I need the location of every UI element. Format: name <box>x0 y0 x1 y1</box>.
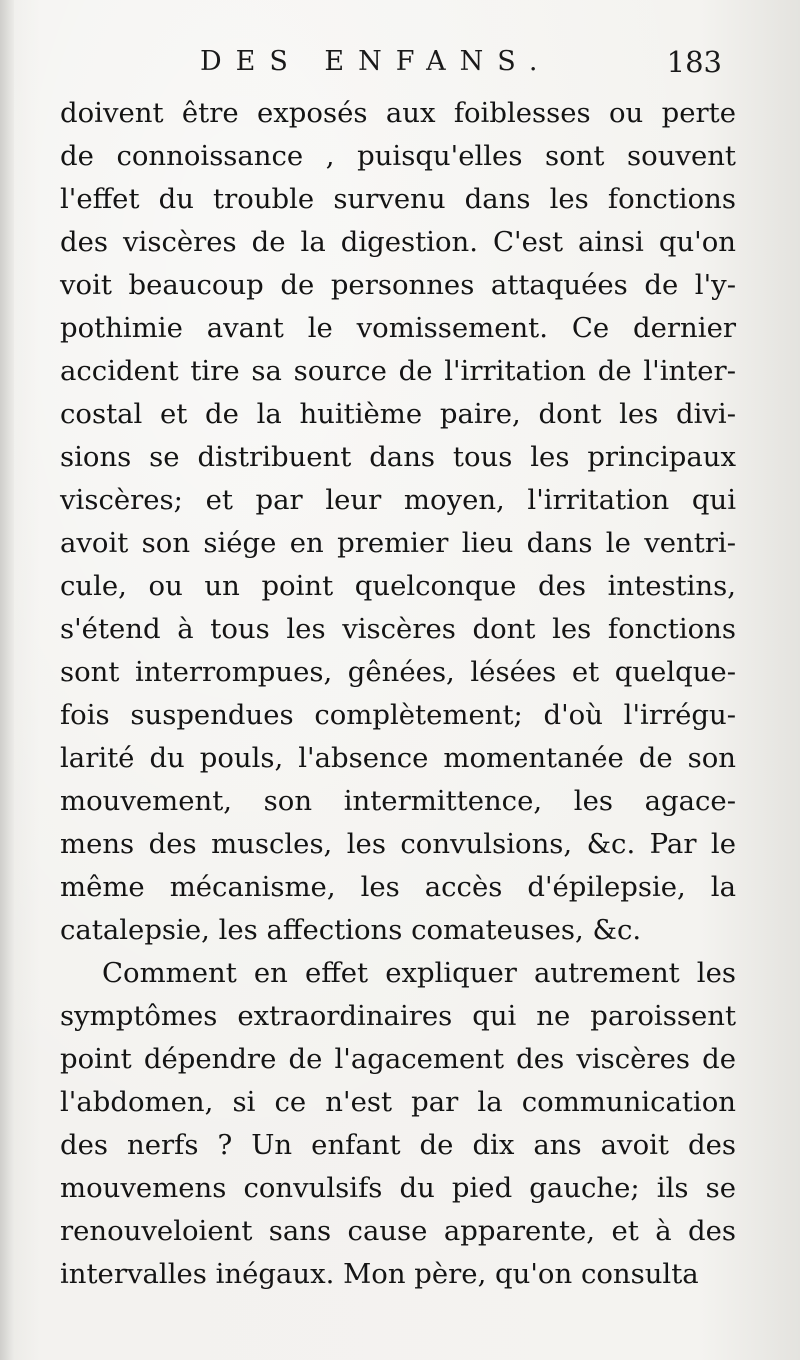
page-number: 183 <box>666 45 722 79</box>
running-head-title: DES ENFANS. <box>200 46 552 77</box>
text-line: voit beaucoup de personnes attaquées de l'y- <box>60 269 736 301</box>
text-line: cule, ou un point quelconque des intestins, <box>60 570 736 602</box>
text-line: point dépendre de l'agacement des viscères de <box>60 1043 736 1075</box>
paragraph <box>60 952 736 1296</box>
text-line: pothimie avant le vomissement. Ce dernier <box>60 312 736 344</box>
text-line: l'abdomen, si ce n'est par la communication <box>60 1086 736 1118</box>
text-line: même mécanisme, les accès d'épilepsie, la <box>60 871 736 903</box>
page-gutter <box>0 0 14 1360</box>
text-line: de connoissance , puisqu'elles sont souvent <box>60 140 736 172</box>
text-line: mens des muscles, les convulsions, &c. Par le <box>60 828 736 860</box>
text-line: viscères; et par leur moyen, l'irritation qui <box>60 484 736 516</box>
text-line: des viscères de la digestion. C'est ainsi qu'on <box>60 226 736 258</box>
running-head <box>0 42 800 82</box>
text-line: Comment en effet expliquer autrement les <box>102 957 736 989</box>
text-line: intervalles inégaux. Mon père, qu'on consulta <box>60 1258 699 1290</box>
text-line: sont interrompues, gênées, lésées et quelque- <box>60 656 736 688</box>
text-line: catalepsie, les affections comateuses, &c. <box>60 914 642 946</box>
text-line: mouvement, son intermittence, les agace- <box>60 785 736 817</box>
text-line: larité du pouls, l'absence momentanée de son <box>60 742 736 774</box>
text-line: renouveloient sans cause apparente, et à des <box>60 1215 736 1247</box>
text-line: s'étend à tous les viscères dont les fonctions <box>60 613 736 645</box>
text-line: costal et de la huitième paire, dont les divi- <box>60 398 736 430</box>
text-line: accident tire sa source de l'irritation de l'inter- <box>60 355 736 387</box>
body-text <box>60 92 736 1296</box>
text-line: des nerfs ? Un enfant de dix ans avoit des <box>60 1129 736 1161</box>
text-line: avoit son siége en premier lieu dans le ventri- <box>60 527 736 559</box>
text-line: sions se distribuent dans tous les principaux <box>60 441 736 473</box>
text-line: fois suspendues complètement; d'où l'irrégu- <box>60 699 736 731</box>
text-line: symptômes extraordinaires qui ne paroissent <box>60 1000 736 1032</box>
text-line: mouvemens convulsifs du pied gauche; ils se <box>60 1172 736 1204</box>
paragraph <box>60 92 736 952</box>
text-line: l'effet du trouble survenu dans les fonctions <box>60 183 736 215</box>
text-line: doivent être exposés aux foiblesses ou perte <box>60 97 736 129</box>
